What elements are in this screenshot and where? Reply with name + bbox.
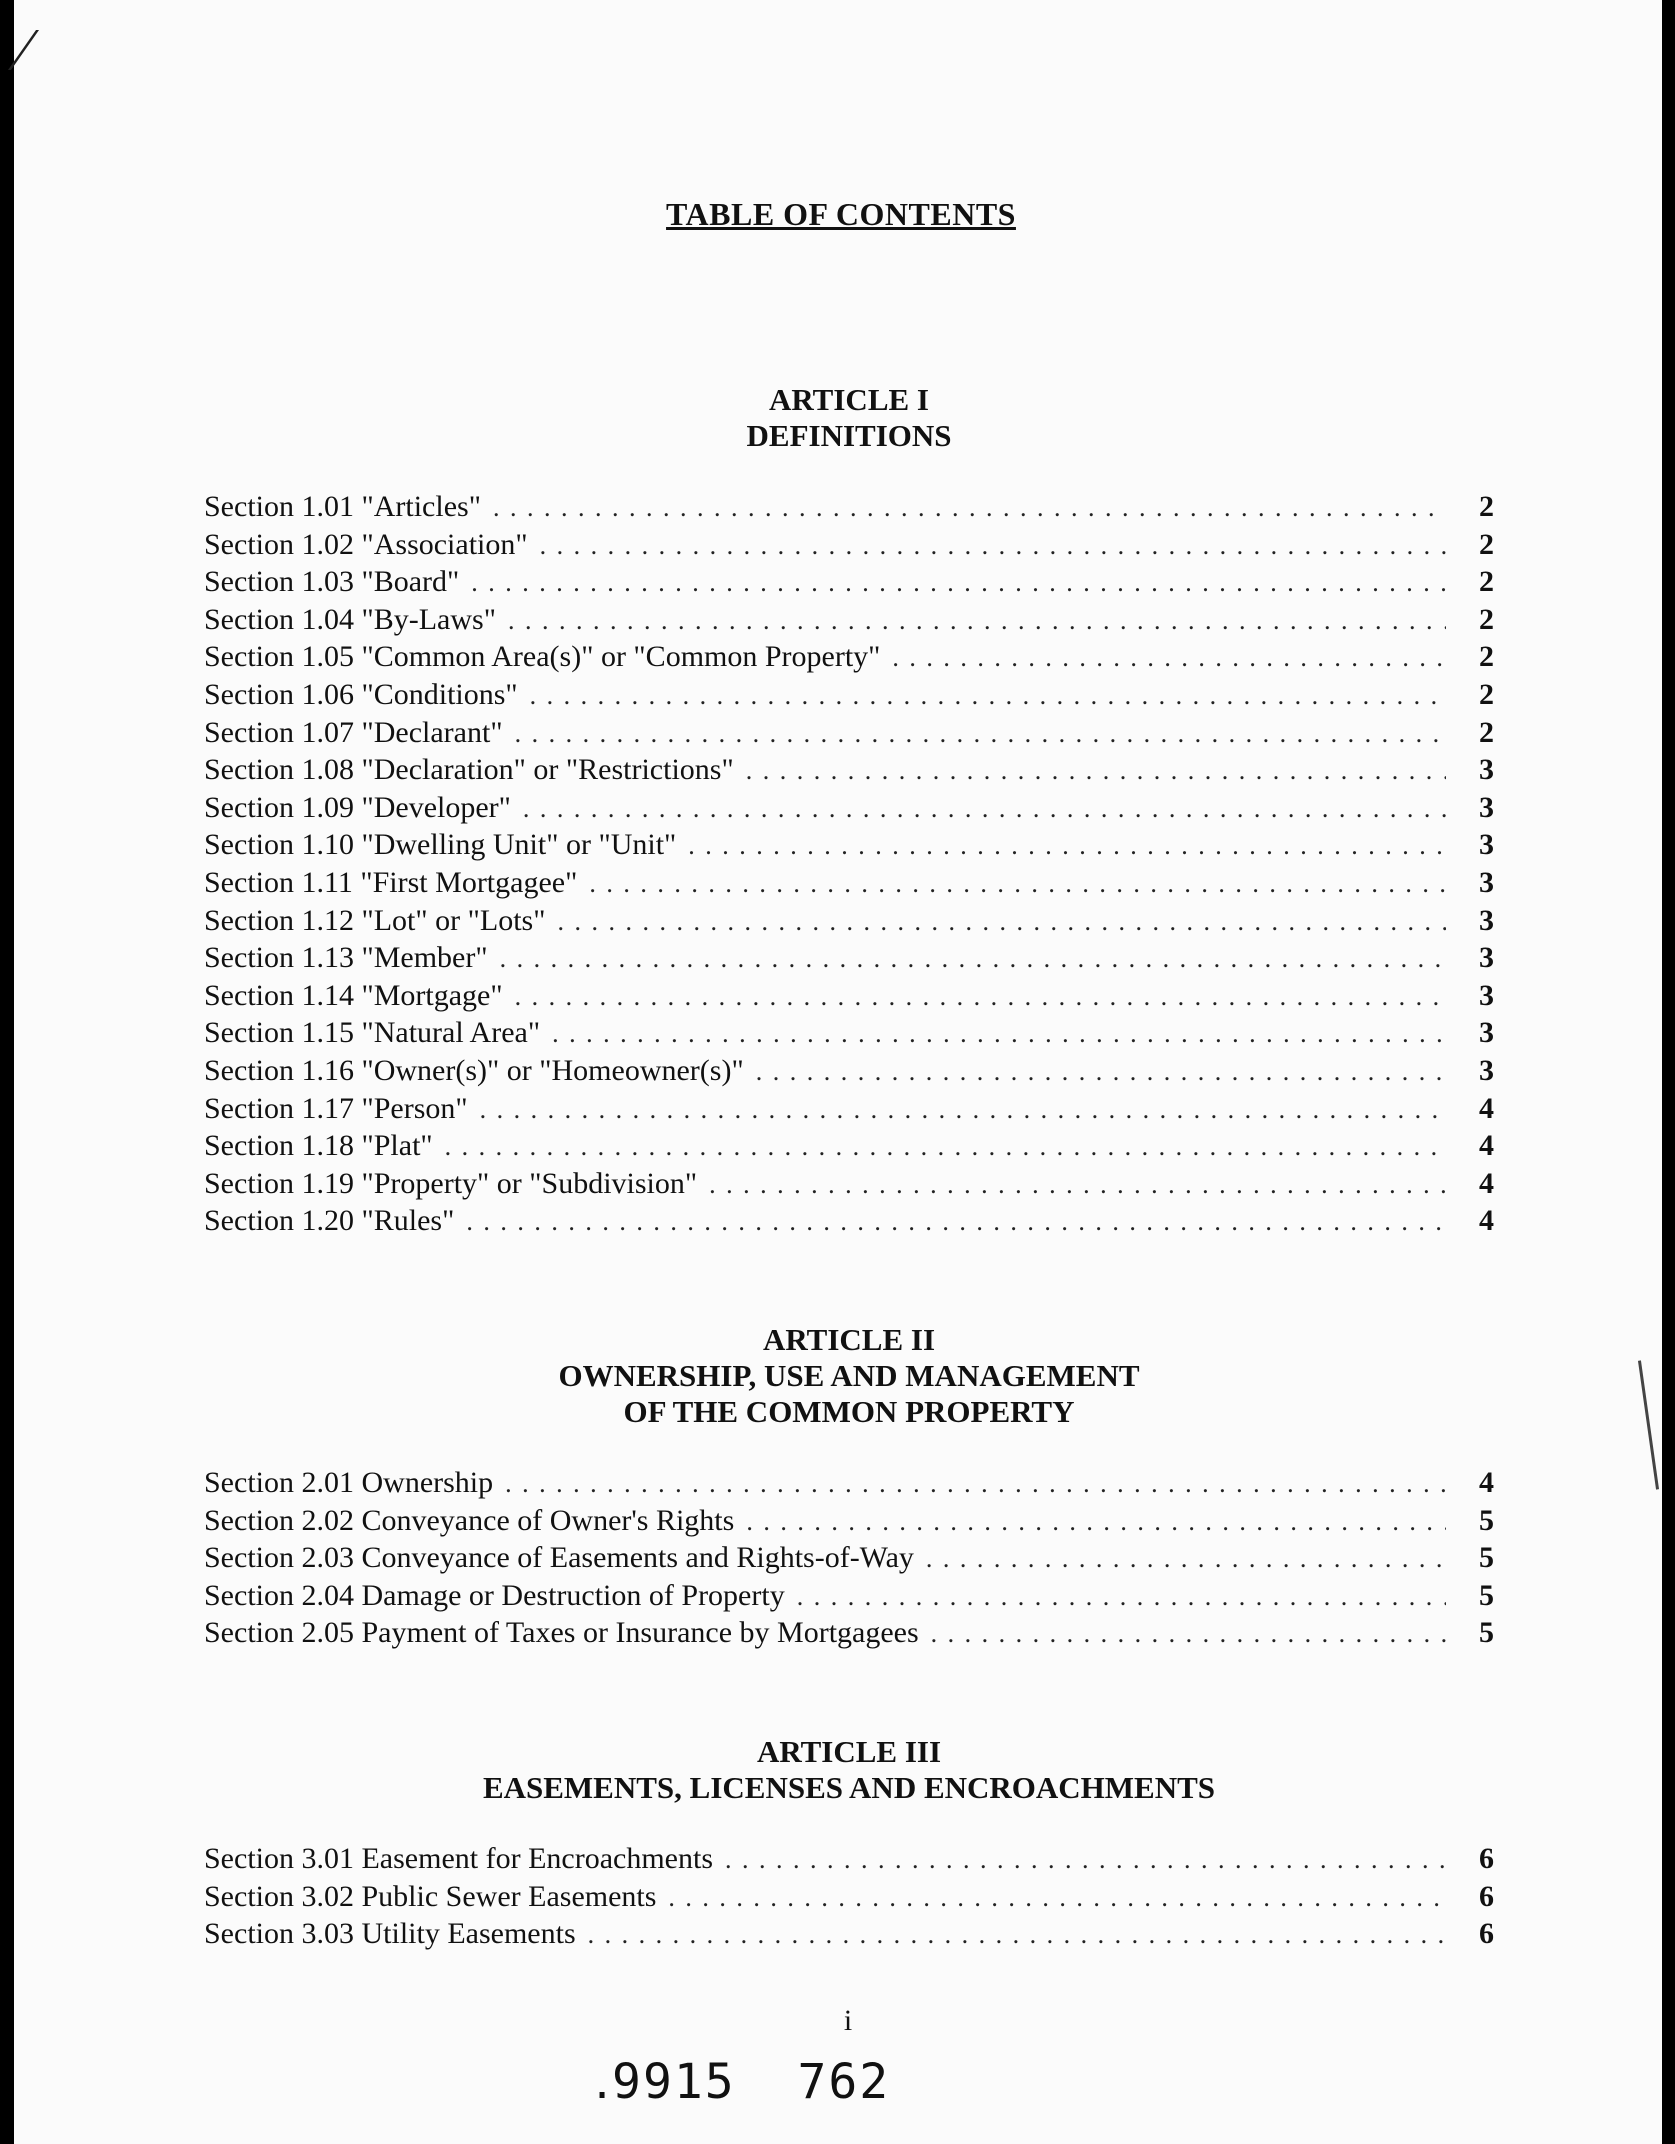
toc-entry — [204, 864, 1494, 902]
toc-dot-leader — [540, 527, 1446, 565]
toc-dot-leader — [557, 903, 1446, 941]
toc-entry-label: Section 2.03 Conveyance of Easements and Rights-of-Way — [204, 1541, 914, 1575]
toc-entry-page: 3 — [1479, 865, 1494, 899]
toc-entry — [204, 1614, 1494, 1652]
toc-dot-leader — [445, 1128, 1446, 1166]
toc-entry-page: 3 — [1479, 941, 1494, 975]
toc-entry-page: 5 — [1479, 1616, 1494, 1650]
toc-entry — [204, 526, 1494, 564]
toc-entry-page: 5 — [1479, 1541, 1494, 1575]
toc-entry-label: Section 1.16 "Owner(s)" or "Homeowner(s)" — [204, 1053, 744, 1087]
article-3 — [204, 1734, 1494, 1953]
toc-entry-page: 6 — [1479, 1842, 1494, 1875]
toc-dot-leader — [588, 1916, 1446, 1954]
article-1-number: ARTICLE I — [769, 382, 929, 417]
toc-entry-page: 3 — [1479, 1016, 1494, 1050]
toc-entry-page: 2 — [1479, 527, 1494, 561]
toc-entry-label: Section 1.13 "Member" — [204, 941, 488, 975]
article-2 — [204, 1322, 1494, 1652]
toc-entry-page: 4 — [1479, 1466, 1494, 1499]
toc-entry-page: 2 — [1479, 677, 1494, 711]
toc-dot-leader — [746, 752, 1446, 790]
toc-dot-leader — [589, 865, 1446, 903]
toc-entry-label: Section 3.03 Utility Easements — [204, 1917, 576, 1951]
toc-entry — [204, 789, 1494, 827]
toc-entry-label: Section 2.02 Conveyance of Owner's Rights — [204, 1503, 735, 1537]
toc-entry-page: 4 — [1479, 1091, 1494, 1125]
toc-entry-page: 4 — [1479, 1166, 1494, 1200]
toc-entry-label: Section 2.01 Ownership — [204, 1466, 494, 1499]
article-2-sections — [204, 1464, 1494, 1652]
toc-entry-label: Section 1.09 "Developer" — [204, 790, 511, 824]
toc-entry-label: Section 1.10 "Dwelling Unit" or "Unit" — [204, 828, 677, 862]
toc-entry — [204, 1165, 1494, 1203]
scan-corner-mark — [8, 30, 69, 70]
page-title: TABLE OF CONTENTS — [666, 196, 1016, 232]
toc-entry-label: Section 1.14 "Mortgage" — [204, 978, 503, 1012]
toc-entry — [204, 488, 1494, 526]
toc-entry-page: 3 — [1479, 828, 1494, 862]
toc-entry — [204, 1052, 1494, 1090]
toc-dot-leader — [552, 1015, 1446, 1053]
toc-entry-page: 3 — [1479, 903, 1494, 937]
toc-entry — [204, 1539, 1494, 1577]
toc-entry — [204, 1840, 1494, 1878]
toc-dot-leader — [892, 639, 1446, 677]
toc-entry — [204, 638, 1494, 676]
toc-entry-page: 4 — [1479, 1129, 1494, 1163]
toc-entry-page: 5 — [1479, 1503, 1494, 1537]
toc-entry — [204, 939, 1494, 977]
toc-entry-page: 2 — [1479, 565, 1494, 599]
article-3-number: ARTICLE III — [756, 1734, 942, 1769]
toc-entry-label: Section 1.01 "Articles" — [204, 490, 481, 523]
toc-entry — [204, 826, 1494, 864]
article-3-heading — [204, 1734, 1494, 1806]
toc-dot-leader — [530, 677, 1446, 715]
toc-dot-leader — [668, 1879, 1446, 1917]
toc-entry-page: 4 — [1479, 1204, 1494, 1238]
article-1-sections — [204, 488, 1494, 1240]
toc-entry-label: Section 1.04 "By-Laws" — [204, 602, 496, 636]
toc-entry-label: Section 1.19 "Property" or "Subdivision" — [204, 1166, 698, 1200]
toc-entry-page: 2 — [1479, 640, 1494, 674]
toc-dot-leader — [500, 940, 1446, 978]
toc-entry-label: Section 1.12 "Lot" or "Lots" — [204, 903, 546, 937]
page-number: i — [843, 2004, 853, 2037]
toc-entry — [204, 977, 1494, 1015]
toc-entry-label: Section 1.17 "Person" — [204, 1091, 468, 1125]
toc-entry-label: Section 2.04 Damage or Destruction of Property — [204, 1578, 785, 1612]
article-3-sections — [204, 1840, 1494, 1953]
toc-dot-leader — [466, 1203, 1446, 1241]
toc-entry — [204, 676, 1494, 714]
toc-entry-page: 3 — [1479, 978, 1494, 1012]
toc-dot-leader — [746, 1503, 1446, 1541]
toc-entry-label: Section 1.15 "Natural Area" — [204, 1016, 541, 1050]
article-1 — [204, 382, 1494, 1240]
toc-entry-label: Section 3.01 Easement for Encroachments — [204, 1842, 714, 1875]
toc-dot-leader — [797, 1578, 1446, 1616]
toc-entry — [204, 902, 1494, 940]
article-2-number: ARTICLE II — [762, 1322, 936, 1357]
toc-entry-label: Section 1.06 "Conditions" — [204, 677, 518, 711]
toc-entry — [204, 1014, 1494, 1052]
article-2-title-line-2: OF THE COMMON PROPERTY — [623, 1394, 1075, 1429]
toc-entry-label: Section 1.11 "First Mortgagee" — [204, 865, 578, 899]
toc-dot-leader — [480, 1091, 1446, 1129]
toc-entry-page: 3 — [1479, 790, 1494, 824]
toc-entry-page: 6 — [1479, 1917, 1494, 1951]
toc-entry — [204, 1577, 1494, 1615]
toc-entry — [204, 601, 1494, 639]
toc-dot-leader — [471, 564, 1446, 602]
article-3-title: EASEMENTS, LICENSES AND ENCROACHMENTS — [482, 1770, 1216, 1805]
toc-entry — [204, 1127, 1494, 1165]
toc-entry — [204, 1202, 1494, 1240]
scan-edge-mark — [1638, 1360, 1659, 1489]
toc-entry — [204, 1878, 1494, 1916]
toc-dot-leader — [931, 1615, 1446, 1653]
toc-entry — [204, 1464, 1494, 1502]
toc-dot-leader — [523, 790, 1446, 828]
toc-dot-leader — [709, 1166, 1446, 1204]
toc-entry-page: 2 — [1479, 715, 1494, 749]
toc-entry — [204, 1090, 1494, 1128]
toc-dot-leader — [508, 602, 1446, 640]
toc-entry-label: Section 2.05 Payment of Taxes or Insurance by Mortgagees — [204, 1616, 919, 1650]
toc-entry-label: Section 1.07 "Declarant" — [204, 715, 503, 749]
toc-entry-label: Section 1.02 "Association" — [204, 527, 528, 561]
toc-entry-page: 3 — [1479, 753, 1494, 787]
toc-entry-label: Section 1.03 "Board" — [204, 565, 460, 599]
toc-dot-leader — [926, 1540, 1446, 1578]
toc-dot-leader — [505, 1465, 1446, 1503]
toc-entry-label: Section 1.18 "Plat" — [204, 1129, 433, 1163]
toc-entry — [204, 751, 1494, 789]
toc-dot-leader — [515, 978, 1446, 1016]
toc-entry-label: Section 3.02 Public Sewer Easements — [204, 1879, 657, 1913]
toc-dot-leader — [725, 1841, 1446, 1879]
article-2-heading — [204, 1322, 1494, 1430]
document-stamp-number: ․9915 762 — [594, 2054, 891, 2110]
article-1-heading — [204, 382, 1494, 454]
toc-entry-page: 2 — [1479, 602, 1494, 636]
toc-dot-leader — [756, 1053, 1446, 1091]
toc-entry-page: 3 — [1479, 1053, 1494, 1087]
article-2-title-line-1: OWNERSHIP, USE AND MANAGEMENT — [558, 1358, 1140, 1393]
toc-entry-page: 6 — [1479, 1879, 1494, 1913]
toc-entry-label: Section 1.20 "Rules" — [204, 1204, 455, 1238]
toc-entry-page: 2 — [1479, 490, 1494, 523]
toc-entry — [204, 714, 1494, 752]
toc-entry-page: 5 — [1479, 1578, 1494, 1612]
toc-dot-leader — [688, 827, 1446, 865]
toc-entry — [204, 1915, 1494, 1953]
toc-entry-label: Section 1.08 "Declaration" or "Restrictions" — [204, 753, 734, 787]
toc-entry — [204, 563, 1494, 601]
article-1-title: DEFINITIONS — [746, 418, 952, 453]
toc-entry — [204, 1502, 1494, 1540]
toc-dot-leader — [493, 489, 1446, 527]
toc-entry-label: Section 1.05 "Common Area(s)" or "Common Property" — [204, 640, 881, 674]
document-page — [14, 0, 1662, 2144]
toc-dot-leader — [515, 715, 1446, 753]
page-title-container — [14, 196, 1662, 233]
